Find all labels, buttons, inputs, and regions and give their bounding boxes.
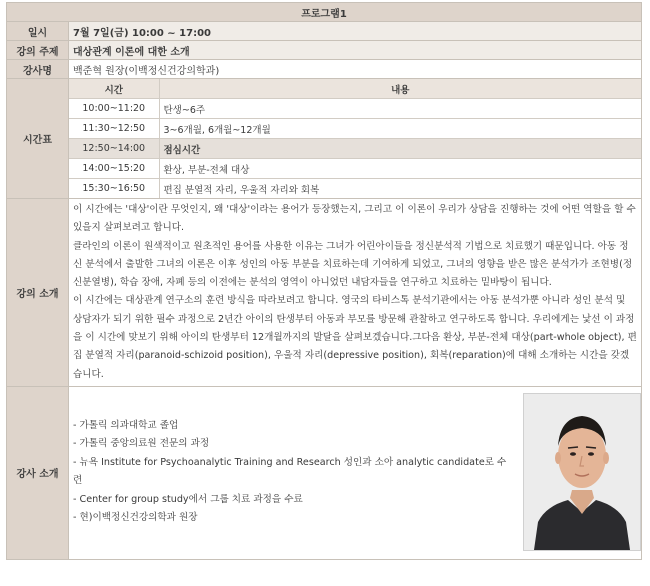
schedule-table bbox=[69, 79, 641, 198]
date-value: 7월 7일(금) 10:00 ~ 17:00 bbox=[69, 22, 642, 41]
bio-item: - 가톨릭 중앙의료원 전문의 과정 bbox=[73, 438, 210, 450]
schedule-row bbox=[69, 119, 641, 139]
schedule-content: 편집 분열적 자리, 우울적 자리와 회복 bbox=[159, 179, 641, 199]
schedule-row bbox=[69, 99, 641, 119]
topic-value: 대상관계 이론에 대한 소개 bbox=[69, 41, 642, 60]
schedule-row bbox=[69, 179, 641, 199]
intro-label: 강의 소개 bbox=[7, 199, 69, 387]
schedule-time-header: 시간 bbox=[69, 79, 159, 99]
schedule-time: 10:00~11:20 bbox=[69, 99, 159, 119]
intro-body bbox=[69, 199, 642, 387]
schedule-content: 환상, 부분-전체 대상 bbox=[159, 159, 641, 179]
bio-item: - 뉴욕 Institute for Psychoanalytic Training and Research 성인과 소아 analytic candidate로 수련 bbox=[73, 456, 507, 487]
schedule-content: 3~6개월, 6개월~12개월 bbox=[159, 119, 641, 139]
schedule-content-header: 내용 bbox=[159, 79, 641, 99]
intro-paragraph: 클라인의 이론이 원색적이고 원초적인 용어를 사용한 이유는 그녀가 어린아이들을 정신분석적 기법으로 치료했기 때문입니다. 아동 정신 분석에서 출발한 그녀의 이론은 이후 성인의 아동 부분을 치료하는데 기여하게 되었고, 그녀의 영향을 받은 많은 분석가가 조현병(정신분열병), 학습 장애, 자폐 등의 이전에는 분석의 영역이 아니었던 내담자들을 연구하고 치료하는 밑바탕이 됩니다. bbox=[73, 240, 633, 289]
intro-paragraph: 이 시간에는 대상관계 연구소의 훈련 방식을 따라보려고 합니다. 영국의 타비스톡 분석기관에서는 아동 분석가뿐 아니라 성인 분석 및 상담자가 되기 위한 필수 과정으로 2년간 아이의 탄생부터 아동과 부모를 방문해 관찰하고 연구하도록 합니다. 우리에게는 낯선 이 과정을 이 시간에 맞보기 위해 아이의 탄생부터 12개월까지의 발달을 살펴보겠습니다.그다음 환상, 부분-전체 대상(part-whole object), 편집 분열적 자리(paranoid-schizoid position), 우울적 자리(depressive position), 회복(reparation)에 대해 소개하는 시간을 갖겠습니다. bbox=[73, 295, 637, 380]
lecturer-label: 강사명 bbox=[7, 60, 69, 79]
schedule-time: 12:50~14:00 bbox=[69, 139, 159, 159]
schedule-row-lunch bbox=[69, 139, 641, 159]
bio-item: - 가톨릭 의과대학교 졸업 bbox=[73, 419, 179, 431]
bio-list bbox=[73, 417, 513, 528]
schedule-time: 14:00~15:20 bbox=[69, 159, 159, 179]
program-title: 프로그램1 bbox=[7, 3, 642, 22]
bio-cell bbox=[69, 386, 642, 559]
schedule-row bbox=[69, 159, 641, 179]
date-label: 일시 bbox=[7, 22, 69, 41]
program-table-container bbox=[6, 2, 642, 560]
bio-label: 강사 소개 bbox=[7, 386, 69, 559]
schedule-time: 15:30~16:50 bbox=[69, 179, 159, 199]
lecturer-value: 백준혁 원장(이백정신건강의학과) bbox=[69, 60, 642, 79]
program-table bbox=[6, 2, 642, 560]
bio-item: - Center for group study에서 그룹 치료 과정을 수료 bbox=[73, 493, 303, 505]
intro-paragraph: 이 시간에는 '대상'이란 무엇인지, 왜 '대상'이라는 용어가 등장했는지, 그리고 이 이론이 우리가 상담을 진행하는 것에 어떤 역할을 할 수 있을지 살펴보려고 합니다. bbox=[73, 204, 636, 234]
schedule-content: 탄생~6주 bbox=[159, 99, 641, 119]
schedule-label: 시간표 bbox=[7, 79, 69, 199]
schedule-content: 점심시간 bbox=[159, 139, 641, 159]
topic-label: 강의 주제 bbox=[7, 41, 69, 60]
bio-item: - 현)이백정신건강의학과 원장 bbox=[73, 512, 198, 524]
lecturer-photo bbox=[523, 393, 641, 551]
schedule-cell bbox=[69, 79, 642, 199]
schedule-time: 11:30~12:50 bbox=[69, 119, 159, 139]
